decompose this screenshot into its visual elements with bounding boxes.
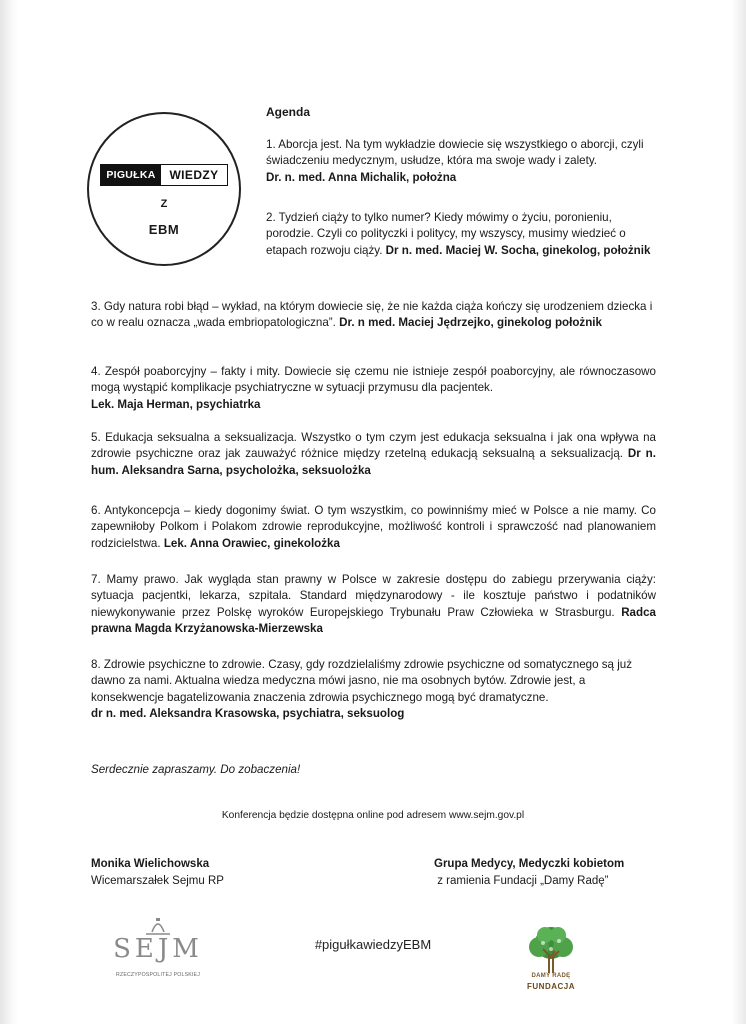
agenda-item-7 (91, 572, 656, 637)
agenda-item-speaker: Dr n. med. Maciej W. Socha, ginekolog, położnik (385, 243, 651, 257)
agenda-item-speaker: dr n. med. Aleksandra Krasowska, psychiatra, seksuolog (91, 706, 405, 720)
signature-right-role: z ramienia Fundacji „Damy Radę” (434, 875, 609, 887)
agenda-item-speaker: Dr. n med. Maciej Jędrzejko, ginekolog położnik (339, 316, 602, 330)
agenda-item-speaker: Lek. Maja Herman, psychiatrka (91, 397, 261, 411)
page-edge-shadow-right (732, 0, 746, 1024)
agenda-item-text: 1. Aborcja jest. Na tym wykładzie dowiecie się wszystkiego o aborcji, czyli świadczeniu medycznym, usłudze, która ma swoje wady i zalety. (266, 138, 644, 168)
fundacja-damy-rade-logo (515, 925, 587, 995)
invite-text: Serdecznie zapraszamy. Do zobaczenia! (91, 763, 301, 776)
agenda-item-text: 4. Zespół poaborcyjny – fakty i mity. Dowiecie się czemu nie istnieje zespół poaborcyjny, ale równoczasowo mogą wystąpić komplikacje psychiatryczne w sytuacji przymusu dla pacjentek. (91, 365, 656, 395)
fundacja-name: DAMY RADĘ (531, 973, 571, 979)
agenda-item-text: 7. Mamy prawo. Jak wygląda stan prawny w Polsce w zakresie dostępu do zabiegu przerywania ciąży: sytuacja pacjentki, lekarza, szpitala. Standard międzynarodowy - ile kosztuje państwo i podatników niewykonywanie przez Polskę wyroków Europejskiego Trybunału Praw Człowieka w Strasburgu. (91, 573, 656, 619)
agenda-item-speaker: Dr n. hum. Aleksandra Sarna, psycholożka, seksuolożka (91, 447, 656, 477)
signature-left-role: Wicemarszałek Sejmu RP (91, 875, 224, 887)
sejm-subtitle: RZECZYPOSPOLITEJ POLSKIEJ (116, 972, 200, 978)
agenda-title: Agenda (266, 105, 311, 119)
agenda-item-2 (266, 210, 658, 259)
agenda-item-6 (91, 503, 656, 552)
agenda-item-text: 8. Zdrowie psychiczne to zdrowie. Czasy, gdy rozdzielaliśmy zdrowie psychiczne od somatycznego są już dawno za nami. Aktualna wiedza medyczna mówi jasno, nie ma osobnych bytów. Zdrowie jest, a konsekwencje bagatelizowania znaczenia zdrowia psychicznego mogą być dramatyczne. (91, 658, 633, 704)
logo-z: Z (160, 198, 168, 210)
agenda-item-text: 5. Edukacja seksualna a seksualizacja. Wszystko o tym czym jest edukacja seksualna i jak ona wpływa na zdrowie psychiczne oraz jak zauważyć różnice między rzetelną edukacją seksualną a seksualizacją. (91, 431, 656, 461)
fundacja-label: FUNDACJA (527, 982, 575, 991)
agenda-item-3 (91, 299, 656, 332)
pigulka-wiedzy-logo (87, 112, 241, 266)
page-edge-shadow (0, 0, 18, 1024)
agenda-item-4 (91, 364, 656, 413)
agenda-item-1 (266, 137, 658, 186)
sejm-wordmark: SEJM (113, 934, 203, 964)
agenda-item-speaker: Radca prawna Magda Krzyżanowska-Mierzewska (91, 605, 656, 635)
tree-icon (515, 925, 587, 975)
logo-banner-left: PIGUŁKA (101, 165, 161, 185)
hashtag: #pigułkawiedzyEBM (314, 937, 432, 952)
logo-ebm: EBM (148, 222, 180, 237)
agenda-item-8 (91, 657, 656, 722)
sejm-logo (112, 912, 204, 992)
signature-left-name: Monika Wielichowska (91, 858, 210, 870)
online-notice: Konferencja będzie dostępna online pod adresem www.sejm.gov.pl (221, 810, 525, 821)
signature-left (91, 856, 224, 890)
signature-right (434, 856, 624, 890)
agenda-item-text: 2. Tydzień ciąży to tylko numer? Kiedy mówimy o życiu, poronieniu, porodzie. Czyli co polityczki i politycy, my wszyscy, musimy wiedzieć o etapach rozwoju ciąży. (266, 211, 626, 257)
agenda-item-speaker: Dr. n. med. Anna Michalik, położna (266, 170, 457, 184)
signature-right-name: Grupa Medycy, Medyczki kobietom (434, 858, 625, 870)
agenda-item-speaker: Lek. Anna Orawiec, ginekolożka (163, 536, 340, 550)
agenda-item-text: 6. Antykoncepcja – kiedy dogonimy świat. O tym wszystkim, co powinniśmy mieć w Polsce a nie mamy. Co zapewniłoby Polkom i Polakom zdrowie reprodukcyjne, możliwość kontroli i sprawczość nad planowaniem rodzicielstwa. (91, 504, 656, 550)
agenda-item-text: 3. Gdy natura robi błąd – wykład, na którym dowiecie się, że nie każda ciąża kończy się urodzeniem dziecka i co w realu oznacza „wada embriopatologiczna”. (91, 300, 653, 330)
logo-banner-right: WIEDZY (161, 165, 227, 185)
logo-banner (100, 164, 228, 186)
sejm-eagle-icon (112, 912, 204, 936)
agenda-item-5 (91, 430, 656, 479)
